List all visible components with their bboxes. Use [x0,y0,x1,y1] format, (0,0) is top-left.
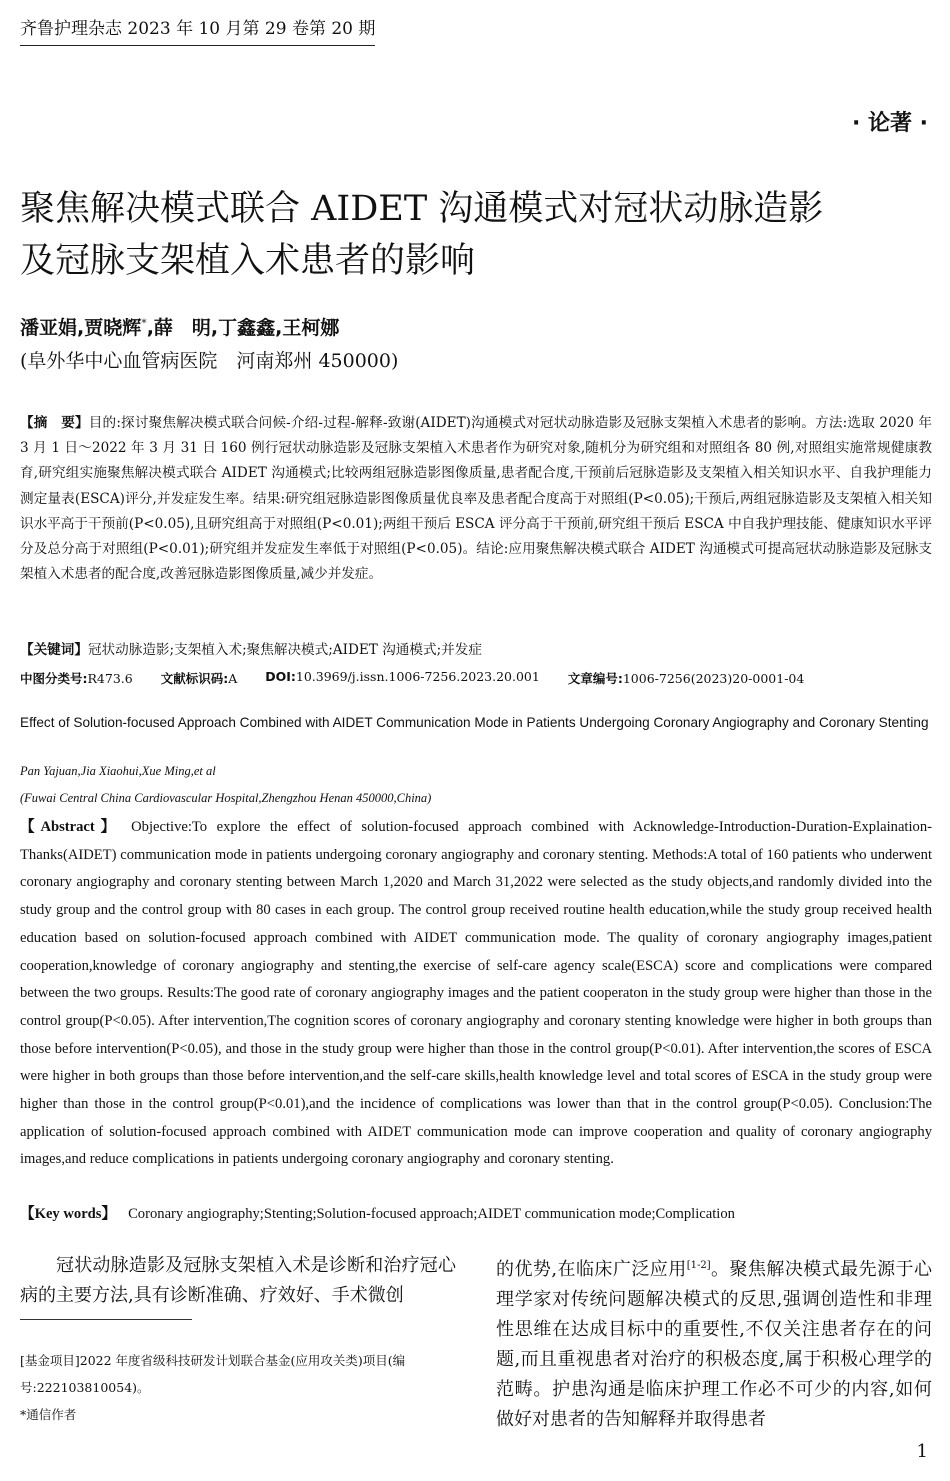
english-authors: Pan Yajuan,Jia Xiaohui,Xue Ming,et al [20,764,216,778]
keywords-cn-label: 【关键词】 [20,642,88,658]
english-title: Effect of Solution-focused Approach Combined with AIDET Communication Mode in Patients Undergoing Coronary Angiography and Coronary Stenting [20,715,929,730]
authors-rest: ,薛 明,丁鑫鑫,王柯娜 [146,317,340,339]
doc-value: A [228,671,238,686]
footnotes [20,1347,458,1428]
doc-label: 文献标识码: [160,671,229,686]
abstract-en-label: 【Abstract】 [20,819,122,835]
clc-value: R473.6 [87,671,133,686]
title-line-1: 聚焦解决模式联合 AIDET 沟通模式对冠状动脉造影 [20,189,824,229]
abstract-cn-label: 【摘 要】 [20,415,89,431]
corresponding-footnote: *通信作者 [20,1407,77,1422]
clc-code [20,669,133,687]
english-affiliation: (Fuwai Central China Cardiovascular Hospital,Zhengzhou Henan 450000,China) [20,791,432,805]
body-left-paragraph: 冠状动脉造影及冠脉支架植入术是诊断和治疗冠心病的主要方法,具有诊断准确、疗效好、手术微创 [20,1255,456,1306]
article-number-label: 文章编号: [567,671,623,686]
body-right-text-a: 的优势,在临床广泛应用 [496,1259,687,1280]
doi-value: 10.3969/j.issn.1006-7256.2023.20.001 [295,669,540,684]
authors-first: 潘亚娟,贾晓辉 [20,317,142,339]
section-tag: · 论著 · [851,111,928,136]
doi-label: DOI: [265,669,296,684]
authors [20,313,339,340]
corresponding-mark: * [141,316,147,330]
abstract-en [20,814,932,1174]
keywords-en-label: 【Key words】 [20,1206,117,1222]
citation: [1-2] [686,1260,711,1271]
clc-label: 中图分类号: [20,671,88,686]
footnote-divider [20,1319,192,1320]
abstract-en-text: Objective:To explore the effect of solution-focused approach combined with Acknowledge-Introduction-Duration-Explaination-Thanks(AIDET) communication mode in patients undergoing coronary angiography and coronary stenting. Methods:A total of 160 patients who underwent coronary angiography and coronary stenting between March 1,2020 and March 31,2022 were selected as the study objects,and randomly divided into the study group and the control group with 80 cases in each group. The control group received routine health education,while the study group received health education based on solution-focused approach combined with AIDET communication mode. The quality of coronary angiography images,patient cooperation,knowledge of coronary angiography and stenting,the exercise of self-care agency scale(ESCA) score and complications were compared between the two groups. Results:The good rate of coronary angiography images and the patient cooperaton in the study group were higher than those in the control group(P<0.05). After intervention,The cognition scores of coronary angiography and coronary stenting knowledge were higher in both groups than those before intervention(P<0.05), and those in the study group were higher than those in the control group(P<0.01). After intervention,the scores of ESCA were higher in both groups than those before intervention,and the self-care skills,health knowledge level and total scores of ESCA in the study group were higher than those in the control group(P<0.01),and the incidence of complications was lower than that in the control group(P<0.05). Conclusion:The application of solution-focused approach combined with AIDET communication mode can improve cooperation and quality of coronary angiography images,and reduce complications in patients undergoing coronary angiography and coronary stenting. [20,819,932,1168]
abstract-cn-text: 目的:探讨聚焦解决模式联合问候-介绍-过程-解释-致谢(AIDET)沟通模式对冠状动脉造影及冠脉支架植入术患者的影响。方法:选取 2020 年 3 月 1 日～2022 年 3 月 31 日 160 例行冠状动脉造影及冠脉支架植入术患者作为研究对象,随机分为研究组和对照组各 80 例,对照组实施常规健康教育,研究组实施聚焦解决模式联合 AIDET 沟通模式;比较两组冠脉造影图像质量,患者配合度,干预前后冠脉造影及支架植入相关知识水平、自我护理能力测定量表(ESCA)评分,并发症发生率。结果:研究组冠脉造影图像质量优良率及患者配合度高于对照组(P<0.05);干预后,两组冠脉造影及支架植入相关知识水平高于干预前(P<0.05),且研究组高于对照组(P<0.01);两组干预后 ESCA 评分高于干预前,研究组干预后 ESCA 中自我护理技能、健康知识水平评分及总分高于对照组(P<0.01);研究组并发症发生率低于对照组(P<0.05)。结论:应用聚焦解决模式联合 AIDET 沟通模式可提高冠状动脉造影及冠脉支架植入术患者的配合度,改善冠脉造影图像质量,减少并发症。 [20,415,933,583]
article-number-value: 1006-7256(2023)20-0001-04 [622,671,805,686]
keywords-cn [20,638,932,658]
article-title [20,183,920,287]
article-number [568,669,804,687]
fund-footnote: [基金项目]2022 年度省级科技研发计划联合基金(应用攻关类)项目(编号:222103810054)。 [20,1353,406,1395]
doc-code [161,669,238,687]
keywords-en [20,1202,932,1223]
keywords-cn-text: 冠状动脉造影;支架植入术;聚焦解决模式;AIDET 沟通模式;并发症 [87,642,482,658]
body-right-text-b: 。聚焦解决模式最先源于心理学家对传统问题解决模式的反思,强调创造性和非理性思维在达成目标中的重要性,不仅关注患者存在的问题,而且重视患者对治疗的积极态度,属于积极心理学的范畴。护患沟通是临床护理工作必不可少的内容,如何做好对患者的告知解释并取得患者 [496,1259,932,1430]
journal-header: 齐鲁护理杂志 2023 年 10 月第 29 卷第 20 期 [20,14,375,46]
body-right-column [496,1251,932,1435]
keywords-en-text: Coronary angiography;Stenting;Solution-focused approach;AIDET communication mode;Complication [128,1206,735,1222]
title-line-2: 及冠脉支架植入术患者的影响 [20,241,476,281]
affiliation: (阜外华中心血管病医院 河南郑州 450000) [20,350,399,372]
page-number: 1 [916,1441,928,1462]
meta-line [20,669,932,687]
body-left-column [20,1251,456,1311]
abstract-cn [20,411,932,587]
doi [265,669,540,687]
